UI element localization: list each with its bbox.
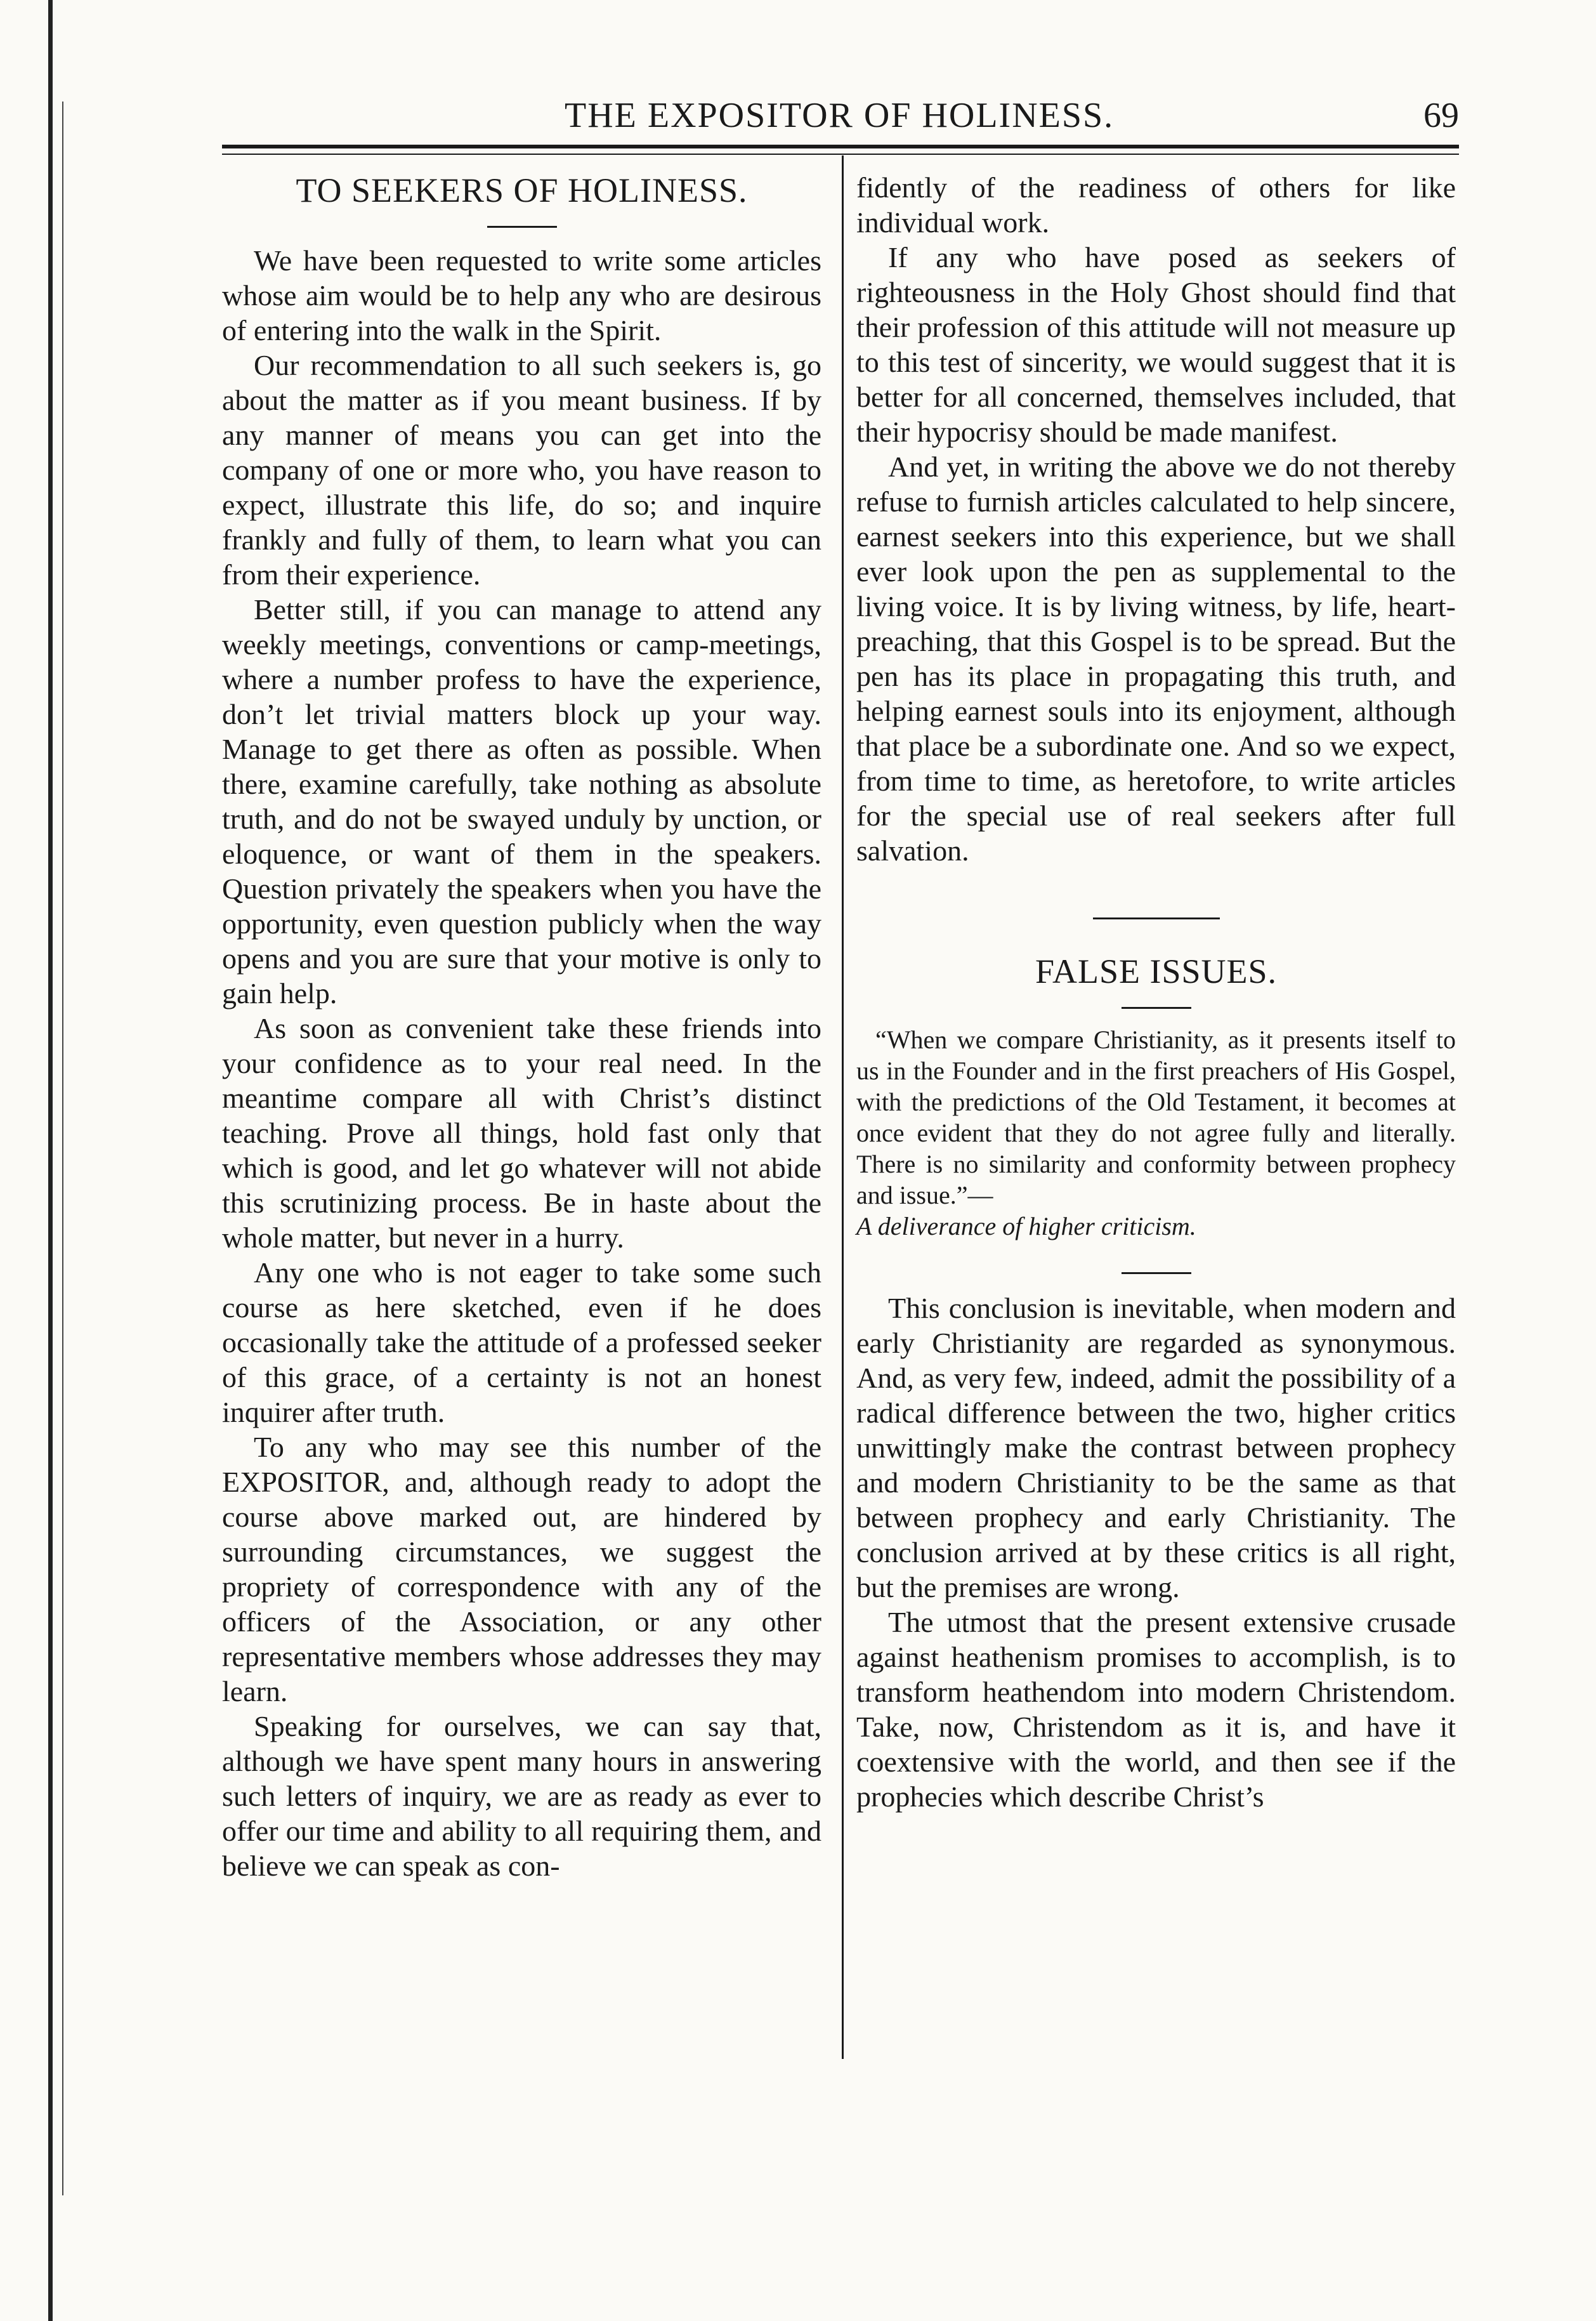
- paragraph: Better still, if you can manage to attend any weekly meetings, conventions or camp-meetings, where a number profess to have the experience, don’t let trivial matters block up your way. Manage to get there as often as possible. When there, examine carefully, take nothing as absolute truth, and do not be swayed unduly by unction, or eloquence, or want of them in the speakers. Question privately the speakers when you have the opportunity, even question publicly when the way opens and you are sure that your motive is only to gain help.: [222, 593, 821, 1009]
- page-number: 69: [1423, 96, 1459, 135]
- paragraph: And yet, in writing the above we do not thereby refuse to furnish articles calculated to help sincere, earnest seekers into this experience, but we shall ever look upon the pen as supplemental to the living voice. It is by living witness, by life, heart-preaching, that this Gospel is to be spread. But the pen has its place in propagating this truth, and helping earnest souls into its enjoyment, although that place be a subordinate one. And so we expect, from time to time, as heretofore, to write articles for the special use of real seekers after full salvation.: [856, 450, 1456, 867]
- title-rule: [487, 226, 557, 228]
- column-divider: [842, 155, 844, 2059]
- epigraph-quote: “When we compare Christianity, as it presents itself to us in the Founder and in the first preachers of His Gospel, with the predictions of the Old Testament, it becomes at once evident that they do not agree fully and literally. There is no similarity and conformity between prophecy and issue.”—: [856, 1025, 1456, 1209]
- quote-rule: [1122, 1272, 1191, 1274]
- right-column: [856, 170, 1456, 1814]
- paragraph: This conclusion is inevitable, when modern and early Christianity are regarded as synonymous. And, as very few, indeed, admit the possibility of a radical difference between the two, higher critics unwittingly make the contrast between prophecy and modern Christianity to be the same as that between prophecy and early Christianity. The conclusion arrived at by these critics is all right, but the premises are wrong.: [856, 1292, 1456, 1603]
- paragraph: If any who have posed as seekers of righteousness in the Holy Ghost should find that their profession of this attitude will not measure up to this test of sincerity, we would suggest that it is better for all concerned, themselves included, that their hypocrisy should be made manifest.: [856, 241, 1456, 448]
- epigraph-attribution: A deliverance of higher criticism.: [856, 1212, 1196, 1240]
- running-title: THE EXPOSITOR OF HOLINESS.: [565, 96, 1115, 135]
- header-rule-thick: [222, 145, 1459, 148]
- paragraph: Our recommendation to all such seekers is, go about the matter as if you meant business. If by any manner of means you can get into the company of one or more who, you have reason to expect, illustrate this life, do so; and inquire frankly and fully of them, to learn what you can from their experience.: [222, 349, 821, 591]
- article-title-seekers: TO SEEKERS OF HOLINESS.: [296, 171, 748, 209]
- header-rule-thin: [222, 154, 1459, 155]
- left-column: [222, 170, 821, 1883]
- page-header: [222, 89, 1459, 146]
- paragraph: To any who may see this number of the EXPOSITOR, and, although ready to adopt the course above marked out, are hindered by surrounding circumstances, we suggest the propriety of correspondence with any of the officers of the Association, or any other representative members whose addresses they may learn.: [222, 1431, 821, 1707]
- section-separator: [1093, 917, 1220, 919]
- paragraph: We have been requested to write some articles whose aim would be to help any who are desirous of entering into the walk in the Spirit.: [222, 244, 821, 346]
- paragraph: Speaking for ourselves, we can say that, although we have spent many hours in answering such letters of inquiry, we are as ready as ever to offer our time and ability to all requiring them, and believe we can speak as con-: [222, 1710, 821, 1882]
- paragraph: The utmost that the present extensive crusade against heathenism promises to accomplish, is to transform heathendom into modern Christendom. Take, now, Christendom as it is, and have it coextensive with the world, and then see if the prophecies which describe Christ’s: [856, 1606, 1456, 1813]
- title-rule: [1122, 1007, 1191, 1009]
- page-binding-edge: [48, 0, 53, 2321]
- page-binding-shadow: [62, 102, 63, 2195]
- paragraph-continued: fidently of the readiness of others for like individual work.: [856, 171, 1456, 239]
- article-title-false-issues: FALSE ISSUES.: [1035, 952, 1278, 990]
- paragraph: As soon as convenient take these friends into your confidence as to your real need. In the meantime compare all with Christ’s distinct teaching. Prove all things, hold fast only that which is good, and let go whatever will not abide this scrutinizing process. Be in haste about the whole matter, but never in a hurry.: [222, 1012, 821, 1254]
- paragraph: Any one who is not eager to take some such course as here sketched, even if he does occasionally take the attitude of a professed seeker of this grace, of a certainty is not an honest inquirer after truth.: [222, 1256, 821, 1428]
